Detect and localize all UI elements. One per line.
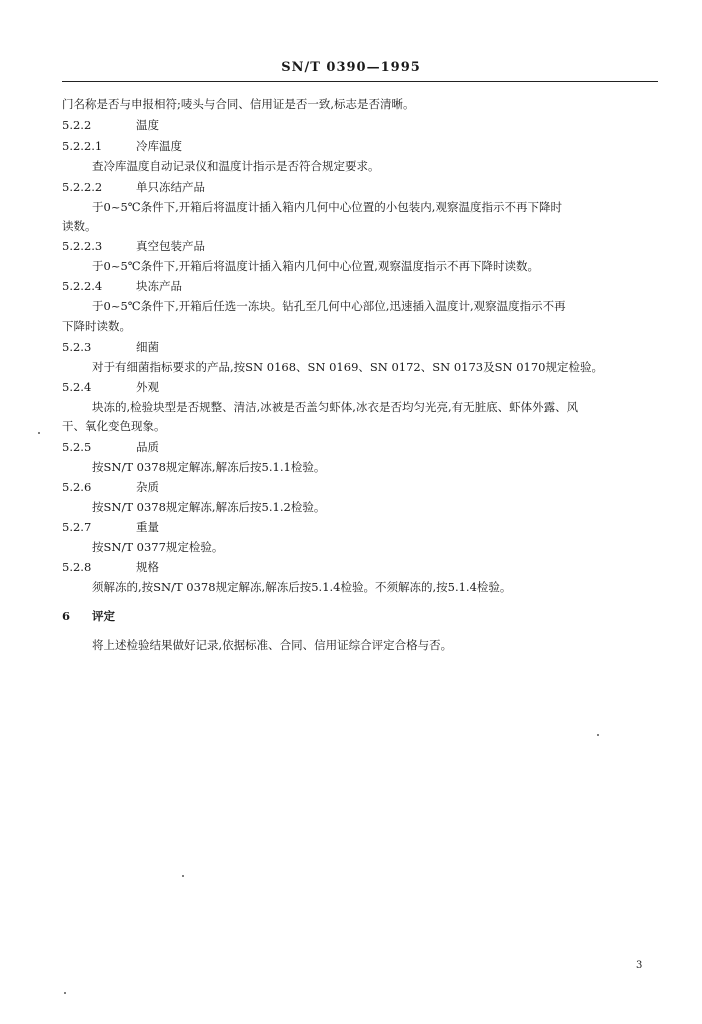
text-line: 块冻的,检验块型是否规整、清洁,冰被是否盖匀虾体,冰衣是否均匀光亮,有无脏底、虾体外露、风 [92, 400, 579, 414]
section-heading [62, 118, 159, 132]
section-number: 5.2.2.4 [62, 279, 103, 293]
header-rule [62, 81, 658, 82]
section-title: 冷库温度 [136, 139, 182, 153]
text-line: 按SN/T 0378规定解冻,解冻后按5.1.2检验。 [92, 500, 326, 514]
section-number: 5.2.2.1 [62, 139, 103, 153]
page-number: 3 [636, 960, 643, 971]
chapter-title: 评定 [92, 609, 115, 623]
section-title: 真空包装产品 [136, 239, 205, 253]
section-number: 5.2.4 [62, 380, 92, 394]
section-title: 温度 [136, 118, 159, 132]
scan-speck [597, 734, 599, 736]
text-line: 门名称是否与申报相符;唛头与合同、信用证是否一致,标志是否清晰。 [62, 97, 415, 111]
section-number: 5.2.5 [62, 440, 92, 454]
section-title: 外观 [136, 380, 159, 394]
section-heading [62, 520, 159, 534]
text-line: 读数。 [62, 219, 97, 233]
section-heading [62, 279, 182, 293]
section-title: 规格 [136, 560, 159, 574]
chapter-number: 6 [62, 609, 71, 623]
text-line: 于0~5℃条件下,开箱后将温度计插入箱内几何中心位置,观察温度指示不再下降时读数。 [92, 259, 539, 273]
text-line: 下降时读数。 [62, 319, 131, 333]
text-line: 须解冻的,按SN/T 0378规定解冻,解冻后按5.1.4检验。不须解冻的,按5.1.4检验。 [92, 580, 512, 594]
section-number: 5.2.6 [62, 480, 92, 494]
text-line: 按SN/T 0377规定检验。 [92, 540, 224, 554]
text-line: 干、氧化变色现象。 [62, 419, 166, 433]
section-title: 单只冻结产品 [136, 180, 205, 194]
section-number: 5.2.8 [62, 560, 92, 574]
scan-speck [64, 992, 66, 994]
text-line: 将上述检验结果做好记录,依据标准、合同、信用证综合评定合格与否。 [92, 638, 453, 652]
section-title: 品质 [136, 440, 159, 454]
page-header: SN/T 0390—1995 [281, 60, 421, 75]
section-heading [62, 480, 159, 494]
text-line: 按SN/T 0378规定解冻,解冻后按5.1.1检验。 [92, 460, 326, 474]
section-number: 5.2.2.2 [62, 180, 103, 194]
text-line: 查冷库温度自动记录仪和温度计指示是否符合规定要求。 [92, 159, 380, 173]
section-number: 5.2.2 [62, 118, 92, 132]
section-title: 重量 [136, 520, 159, 534]
section-heading [62, 139, 182, 153]
section-heading [62, 560, 159, 574]
section-title: 块冻产品 [136, 279, 182, 293]
scan-speck [182, 875, 184, 877]
section-title: 杂质 [136, 480, 159, 494]
text-line: 于0~5℃条件下,开箱后将温度计插入箱内几何中心位置的小包装内,观察温度指示不再下降时 [92, 200, 562, 214]
section-heading [62, 180, 205, 194]
section-heading [62, 239, 205, 253]
section-number: 5.2.7 [62, 520, 92, 534]
scan-speck [38, 432, 40, 434]
section-number: 5.2.2.3 [62, 239, 103, 253]
section-number: 5.2.3 [62, 340, 92, 354]
text-line: 对于有细菌指标要求的产品,按SN 0168、SN 0169、SN 0172、SN 0173及SN 0170规定检验。 [92, 360, 603, 374]
section-heading [62, 340, 159, 354]
chapter-heading [62, 609, 115, 623]
section-title: 细菌 [136, 340, 159, 354]
section-heading [62, 440, 159, 454]
section-heading [62, 380, 159, 394]
text-line: 于0~5℃条件下,开箱后任选一冻块。钻孔至几何中心部位,迅速插入温度计,观察温度指示不再 [92, 299, 566, 313]
